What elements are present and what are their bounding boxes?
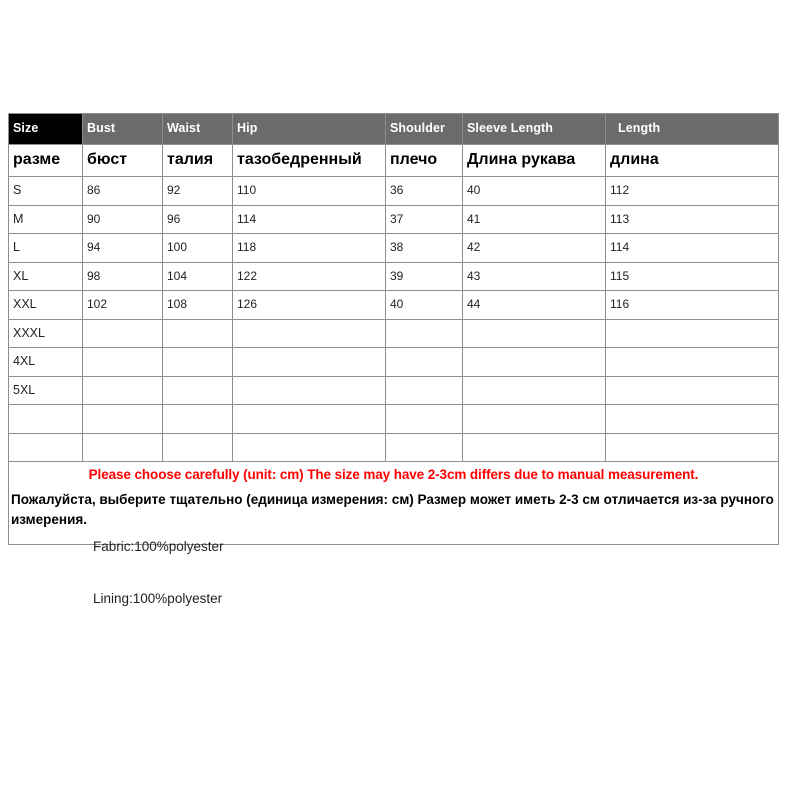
cell-sleeve-length: 44	[463, 291, 606, 320]
header-size: Size	[9, 114, 83, 145]
header-ru-length: длина	[606, 145, 779, 177]
cell-hip: 118	[233, 234, 386, 263]
header-row-english	[9, 114, 779, 145]
table-row	[9, 319, 779, 348]
size-table-note-body	[9, 462, 779, 545]
table-row	[9, 205, 779, 234]
cell-shoulder: 39	[386, 262, 463, 291]
cell-length	[606, 319, 779, 348]
cell-sleeve-length	[463, 405, 606, 434]
cell-waist	[163, 319, 233, 348]
header-ru-bust: бюст	[83, 145, 163, 177]
cell-sleeve-length: 42	[463, 234, 606, 263]
table-row	[9, 177, 779, 206]
cell-hip	[233, 376, 386, 405]
header-shoulder: Shoulder	[386, 114, 463, 145]
cell-waist: 100	[163, 234, 233, 263]
cell-hip: 114	[233, 205, 386, 234]
cell-sleeve-length	[463, 319, 606, 348]
cell-bust: 94	[83, 234, 163, 263]
cell-waist: 104	[163, 262, 233, 291]
cell-bust	[83, 376, 163, 405]
cell-bust	[83, 433, 163, 462]
table-row	[9, 262, 779, 291]
cell-sleeve-length	[463, 376, 606, 405]
cell-shoulder	[386, 433, 463, 462]
cell-hip	[233, 405, 386, 434]
cell-length: 113	[606, 205, 779, 234]
cell-length	[606, 348, 779, 377]
table-row-blank	[9, 405, 779, 434]
cell-size: XXXL	[9, 319, 83, 348]
cell-size: L	[9, 234, 83, 263]
cell-size: M	[9, 205, 83, 234]
cell-hip	[233, 433, 386, 462]
cell-size	[9, 405, 83, 434]
cell-hip: 110	[233, 177, 386, 206]
cell-bust	[83, 319, 163, 348]
size-table-body	[9, 114, 779, 462]
cell-bust: 90	[83, 205, 163, 234]
cell-size	[9, 433, 83, 462]
header-ru-waist: талия	[163, 145, 233, 177]
cell-sleeve-length: 40	[463, 177, 606, 206]
cell-length: 116	[606, 291, 779, 320]
table-row-blank	[9, 433, 779, 462]
cell-size: S	[9, 177, 83, 206]
size-table-container	[8, 113, 778, 545]
cell-length	[606, 405, 779, 434]
composition-block	[93, 540, 493, 605]
cell-waist	[163, 376, 233, 405]
cell-length	[606, 433, 779, 462]
cell-bust	[83, 405, 163, 434]
cell-length	[606, 376, 779, 405]
cell-waist	[163, 348, 233, 377]
header-hip: Hip	[233, 114, 386, 145]
table-row	[9, 234, 779, 263]
note-cell	[9, 462, 779, 545]
cell-bust: 98	[83, 262, 163, 291]
note-row	[9, 462, 779, 545]
header-length: Length	[606, 114, 779, 145]
cell-shoulder	[386, 348, 463, 377]
cell-hip	[233, 348, 386, 377]
cell-sleeve-length	[463, 433, 606, 462]
note-russian: Пожалуйста, выберите тщательно (единица измерения: см) Размер может иметь 2-3 см отличается из-за ручного измерения.	[11, 492, 774, 527]
cell-shoulder: 37	[386, 205, 463, 234]
header-row-russian	[9, 145, 779, 177]
cell-sleeve-length: 41	[463, 205, 606, 234]
cell-size: XXL	[9, 291, 83, 320]
cell-waist: 96	[163, 205, 233, 234]
cell-length: 112	[606, 177, 779, 206]
cell-size: 5XL	[9, 376, 83, 405]
header-ru-size: разме	[9, 145, 83, 177]
cell-length: 115	[606, 262, 779, 291]
cell-bust: 86	[83, 177, 163, 206]
header-sleeve-length: Sleeve Length	[463, 114, 606, 145]
cell-hip: 126	[233, 291, 386, 320]
cell-waist: 92	[163, 177, 233, 206]
header-ru-sleeve-length: Длина рукава	[463, 145, 606, 177]
cell-shoulder	[386, 405, 463, 434]
cell-shoulder: 38	[386, 234, 463, 263]
cell-hip: 122	[233, 262, 386, 291]
table-row	[9, 376, 779, 405]
cell-size: XL	[9, 262, 83, 291]
note-english: Please choose carefully (unit: cm) The size may have 2-3cm differs due to manual measurement.	[88, 467, 699, 482]
header-ru-hip: тазобедренный	[233, 145, 386, 177]
fabric-composition: Fabric:100%polyester	[93, 539, 224, 554]
cell-shoulder: 36	[386, 177, 463, 206]
cell-waist	[163, 433, 233, 462]
header-bust: Bust	[83, 114, 163, 145]
cell-waist: 108	[163, 291, 233, 320]
cell-length: 114	[606, 234, 779, 263]
cell-bust	[83, 348, 163, 377]
cell-shoulder	[386, 319, 463, 348]
lining-composition: Lining:100%polyester	[93, 590, 223, 606]
cell-size: 4XL	[9, 348, 83, 377]
cell-shoulder	[386, 376, 463, 405]
cell-sleeve-length	[463, 348, 606, 377]
size-table	[8, 113, 779, 545]
cell-shoulder: 40	[386, 291, 463, 320]
cell-waist	[163, 405, 233, 434]
header-ru-shoulder: плечо	[386, 145, 463, 177]
table-row	[9, 291, 779, 320]
cell-hip	[233, 319, 386, 348]
table-row	[9, 348, 779, 377]
header-waist: Waist	[163, 114, 233, 145]
cell-sleeve-length: 43	[463, 262, 606, 291]
cell-bust: 102	[83, 291, 163, 320]
